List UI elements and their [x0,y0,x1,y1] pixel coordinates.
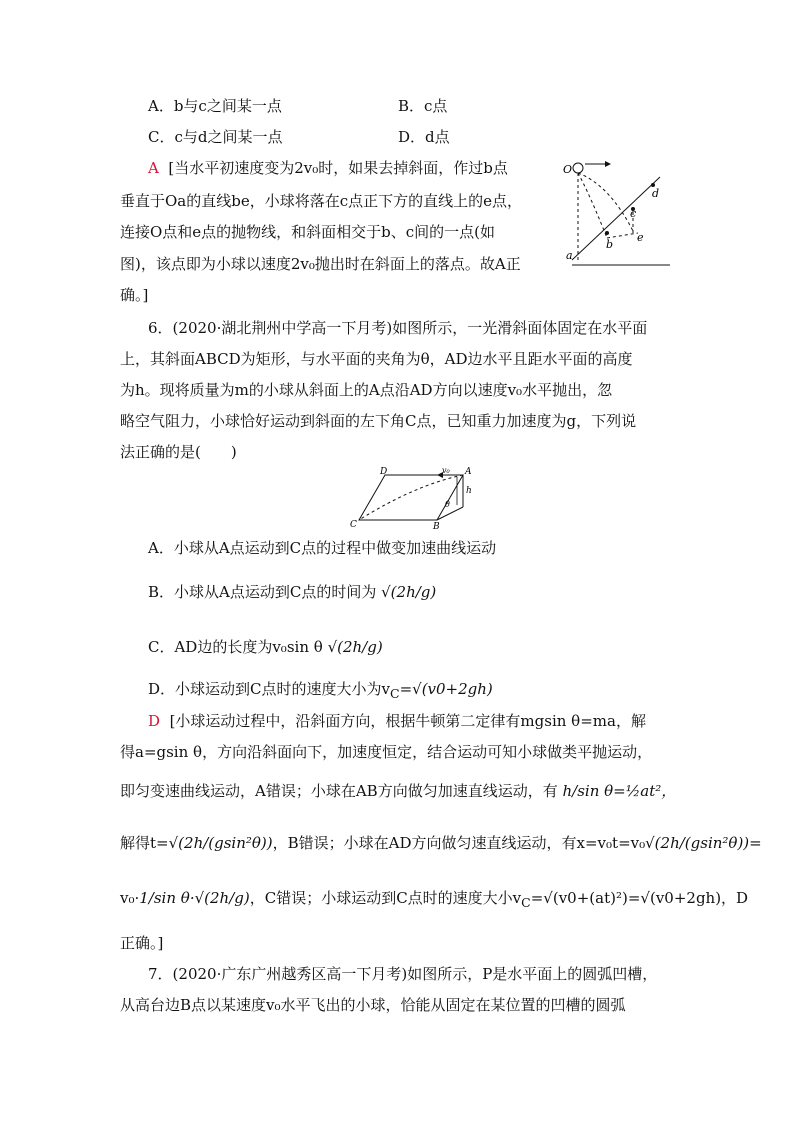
q5-label-b: b [606,238,614,251]
q6-label-a: A [465,467,472,477]
q6-stem-line-2: 上，其斜面ABCD为矩形，与水平面的夹角为θ，AD边水平且距水平面的高度 [120,350,633,368]
q6-math-sqrt-t: √(2h/(gsin²θ)) [168,834,273,852]
q5-label-c: c [630,207,637,220]
q6-explanation-line-6: 正确。] [120,934,164,952]
q6-math-h-over-sin: h/sin θ [562,782,614,800]
q5-label-e: e [637,231,644,244]
q6-option-b: B．小球从A点运动到C点的时间为 √(2h/g) [148,583,437,601]
q6-math-one-over-sin: 1/sin θ [139,889,190,907]
q5-label-o: O [563,163,573,176]
q7-stem-line-1: 7．(2020·广东广州越秀区高一下月考)如图所示，P是水平面上的圆弧凹槽， [148,965,658,983]
q5-explanation-line-3: 连接O点和e点的抛物线，和斜面相交于b、c间的一点(如 [120,223,496,241]
q7-stem-line-2: 从高台边B点以某速度v₀水平飞出的小球，恰能从固定在某位置的凹槽的圆弧 [120,996,626,1014]
q6-stem-line-4: 略空气阻力，小球恰好运动到斜面的左下角C点，已知重力加速度为g，下列说 [120,412,637,430]
q6-explanation-line-1: D [小球运动过程中，沿斜面方向，根据牛顿第二定律有mgsin θ=ma，解 [148,712,646,730]
q6-option-d-formula: =√(v0+2gh) [399,680,493,698]
q5-option-b: B．c点 [398,97,448,115]
q5-explanation-line-5: 确。] [120,286,149,304]
q6-explanation-line-5: v₀·1/sin θ·√(2h/g)，C错误；小球运动到C点时的速度大小$v_C=√(v0+(at)^2)=√(v0+2gh)$，D [120,889,749,910]
q6-answer-letter: D [148,712,161,730]
q6-explanation-line-2: 得a=gsin θ，方向沿斜面向下，加速度恒定，结合运动可知小球做类平抛运动， [120,743,653,761]
q5-explanation-line-2: 垂直于Oa的直线be，小球将落在c点正下方的直线上的e点， [120,192,522,210]
q6-label-c: C [350,520,357,530]
q6-label-v0: v₀ [442,466,450,475]
q6-option-d: D．小球运动到C点时的速度大小为$v_C=√(v0+2gh)$ [148,680,493,701]
q6-math-half-at2: =½at²， [613,782,677,800]
q5-answer-letter: A [148,159,159,177]
q6-option-c-formula: √(2h/g) [327,638,383,656]
q5-option-d: D．d点 [398,128,450,146]
q6-option-b-formula: √(2h/g) [381,583,437,601]
q6-option-c: C．AD边的长度为v₀sin θ √(2h/g) [148,638,383,656]
q6-explanation-line-3: 即匀变速曲线运动，A错误；小球在AB方向做匀加速直线运动，有 h/sin θ=½at²， [120,782,677,800]
q6-label-h: h [466,486,472,496]
q5-option-c: C．c与d之间某一点 [148,128,283,146]
q6-label-b: B [433,522,440,530]
q5-label-d: d [652,187,660,200]
q5-label-a: a [566,249,573,262]
q5-explanation-line-1: A [当水平初速度变为2v₀时，如果去掉斜面，作过b点 [148,159,508,177]
q6-stem-line-3: 为h。现将质量为m的小球从斜面上的A点沿AD方向以速度v₀水平抛出，忽 [120,381,613,399]
q6-math-sqrt-2h-g: ·√(2h/g) [189,889,250,907]
q5-explanation-line-4: 图)，该点即为小球以速度2v₀抛出时在斜面上的落点。故A正 [120,255,521,273]
q6-label-theta: θ [445,500,450,509]
q6-option-a: A．小球从A点运动到C点的过程中做变加速曲线运动 [148,539,497,557]
q6-math-sqrt-x: √(2h/(gsin²θ)) [645,834,750,852]
q6-figure [345,465,480,530]
q6-stem-line-1: 6．(2020·湖北荆州中学高一下月考)如图所示，一光滑斜面体固定在水平面 [148,319,648,337]
q5-option-a: A．b与c之间某一点 [148,97,282,115]
q5-figure [560,155,675,270]
q6-label-d: D [380,467,388,477]
q6-stem-line-5: 法正确的是( ) [120,443,237,461]
q6-explanation-line-4: 解得t=√(2h/(gsin²θ))，B错误；小球在AD方向做匀速直线运动，有x=v₀t=v₀√(2h/(gsin²θ))= [120,834,762,852]
